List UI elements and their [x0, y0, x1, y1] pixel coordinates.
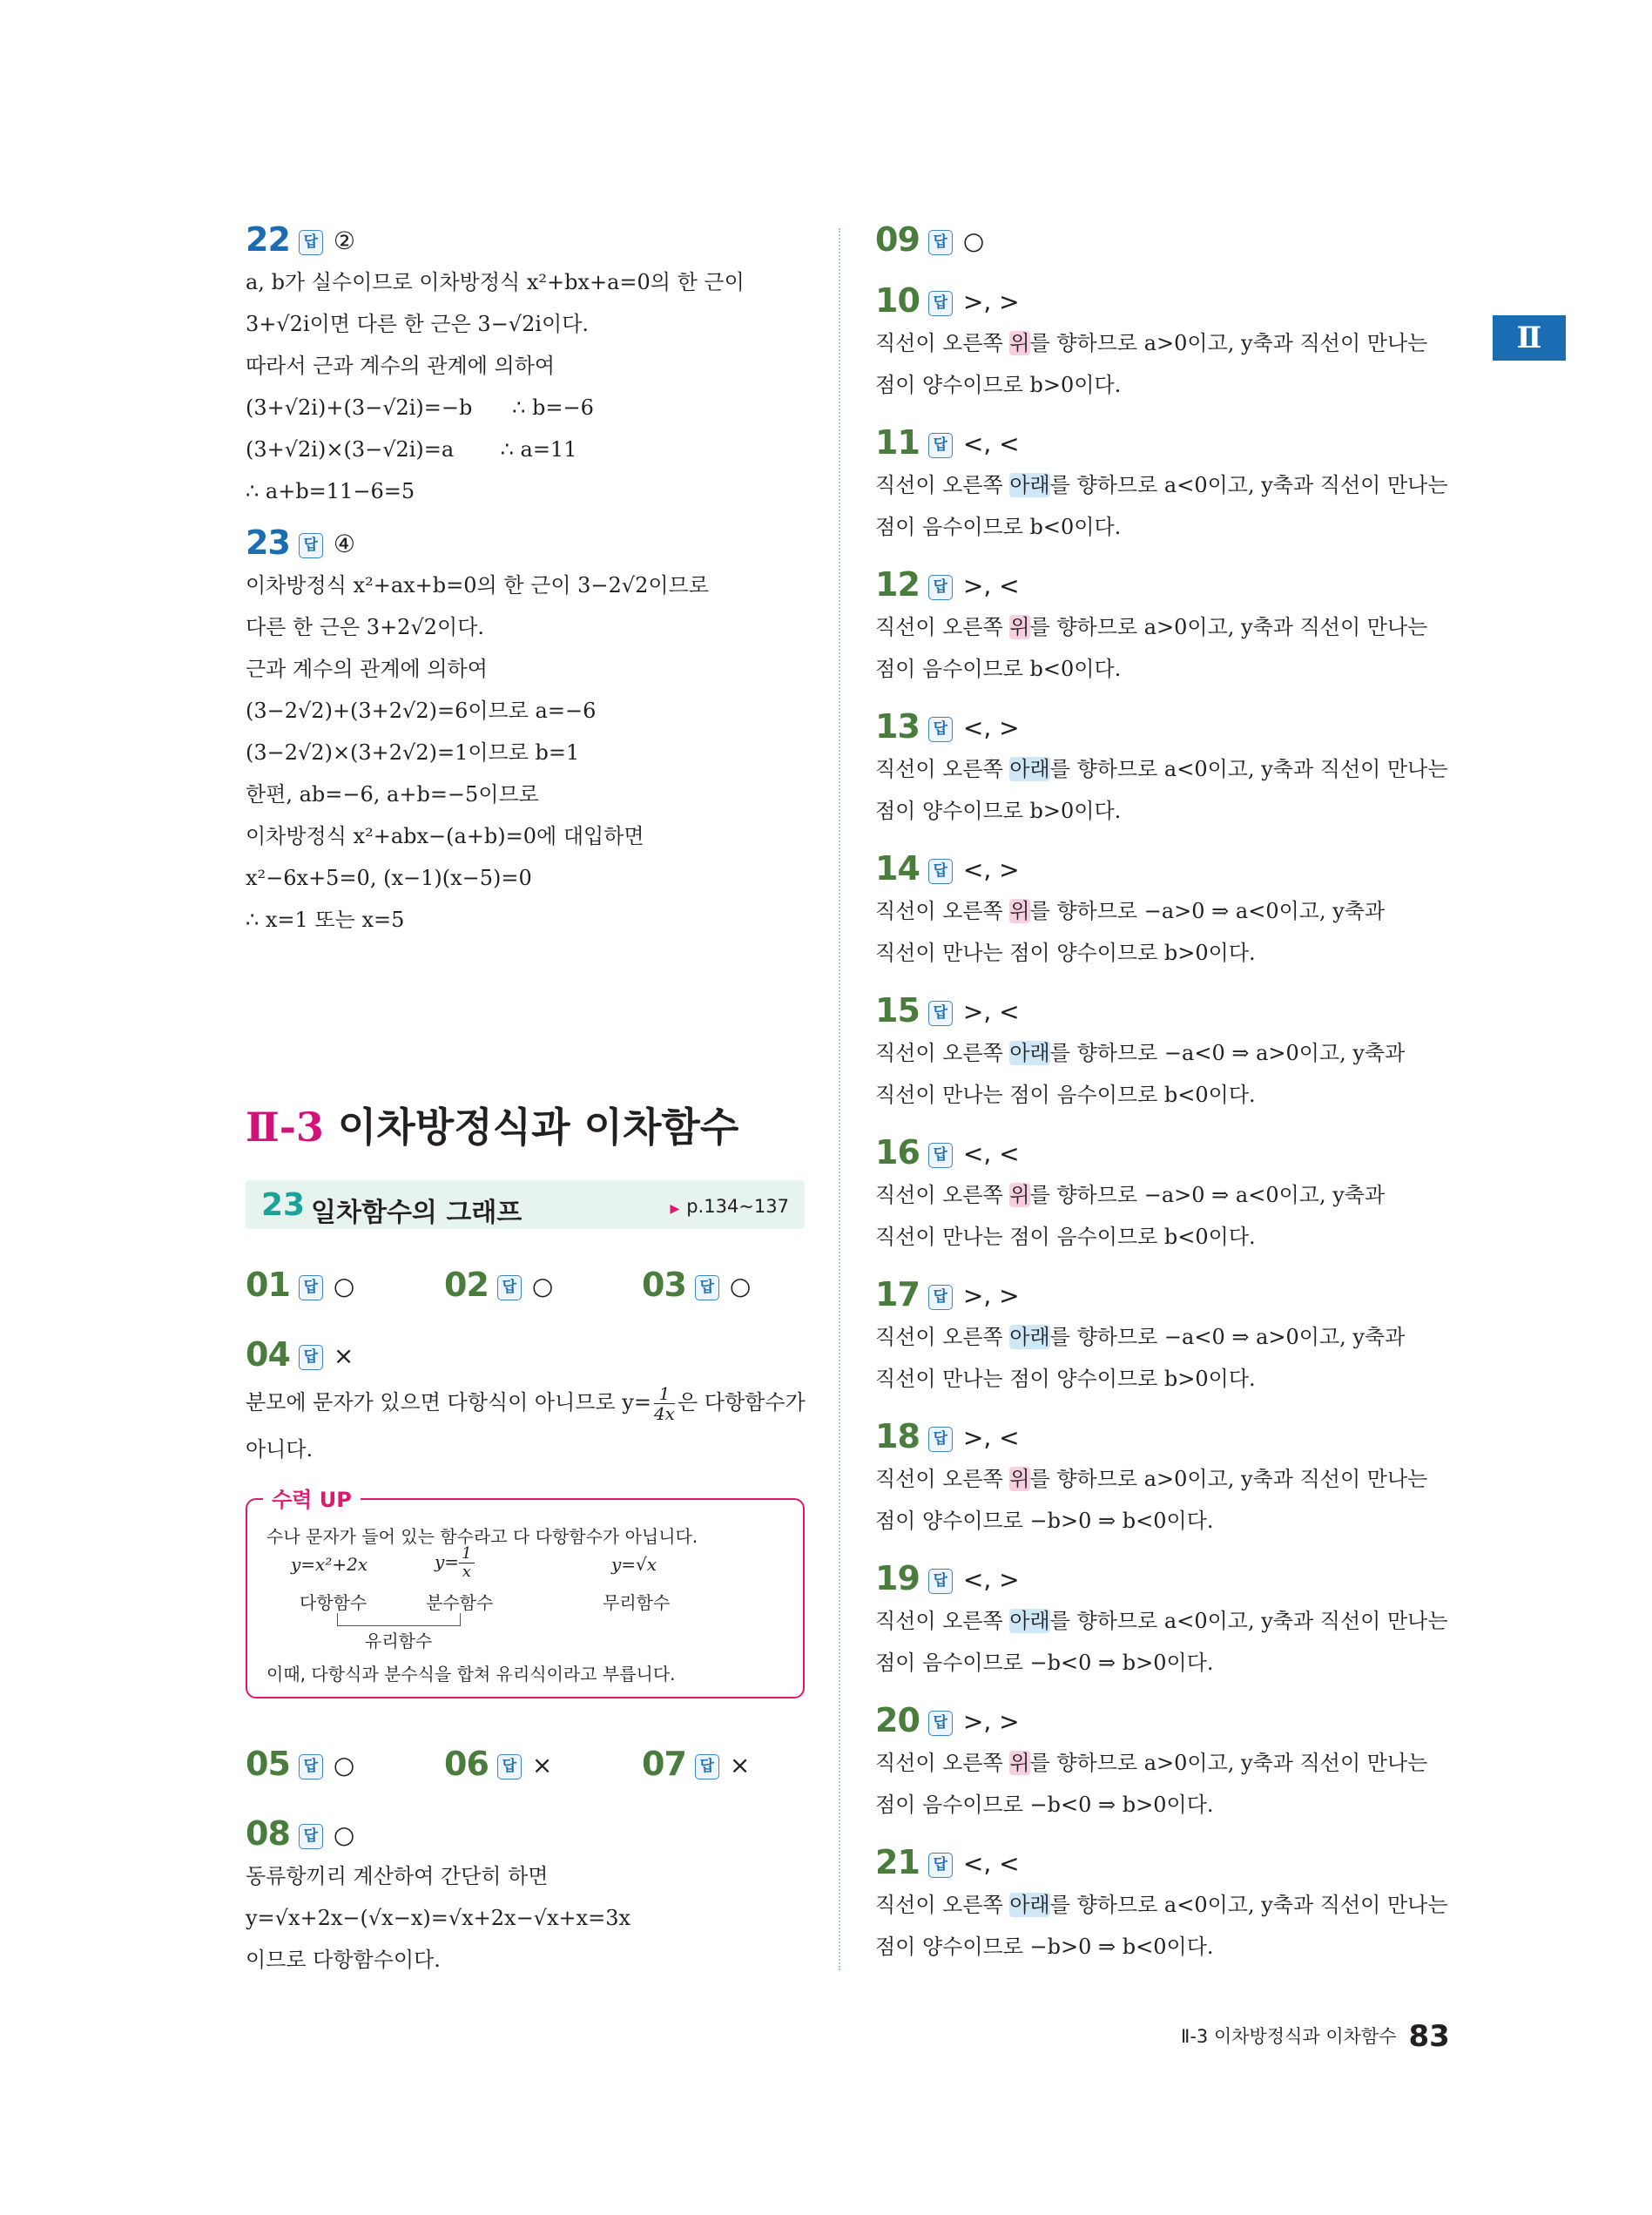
formula-fraction — [435, 1545, 475, 1581]
solution-line: (3+√2i)×(3−√2i)=a ∴ a=11 — [246, 437, 577, 462]
problem-number: 23 — [246, 523, 290, 562]
answer-value: <, < — [962, 1849, 1020, 1878]
problem-number: 07 — [642, 1745, 686, 1783]
problem-04 — [246, 1333, 807, 1470]
chapter-tab: Ⅱ — [1493, 315, 1566, 361]
problem-12 — [875, 563, 1441, 705]
answer-badge: 답 — [299, 1824, 323, 1849]
text-segment: 직선이 오른쪽 — [875, 1893, 1010, 1917]
answer-badge: 답 — [497, 1275, 522, 1300]
group-bracket — [337, 1613, 461, 1626]
solution-line — [246, 1376, 807, 1428]
answer-value: ○ — [333, 1820, 355, 1849]
problem-08 — [246, 1812, 807, 1981]
problem-number: 04 — [246, 1335, 290, 1374]
text-segment: 직선이 오른쪽 — [875, 1325, 1010, 1349]
answer-value: ○ — [962, 226, 985, 255]
problem-header — [875, 989, 1441, 1032]
fraction-numerator: 1 — [654, 1384, 675, 1404]
answer-value: ○ — [333, 1751, 355, 1779]
direction-highlight: 아래 — [1009, 1893, 1050, 1917]
problem-header — [875, 421, 1441, 464]
section-roman: Ⅱ — [246, 1104, 280, 1151]
problem-number: 11 — [875, 423, 920, 462]
solution-line: x²−6x+5=0, (x−1)(x−5)=0 — [246, 866, 532, 890]
answer-badge: 답 — [695, 1275, 719, 1300]
solution-line: (3+√2i)+(3−√2i)=−b ∴ b=−6 — [246, 395, 594, 420]
page-number: 83 — [1408, 2019, 1450, 2054]
answer-value: × — [333, 1341, 354, 1370]
solution-line: 점이 음수이므로 −b<0 ⇒ b>0이다. — [875, 1793, 1214, 1817]
solution-line: 점이 양수이므로 b>0이다. — [875, 373, 1122, 397]
problem-header — [246, 1812, 807, 1855]
formula-prefix: y= — [435, 1551, 460, 1572]
text-segment: 를 향하므로 −a<0 ⇒ a>0이고, y축과 — [1049, 1325, 1406, 1349]
text-segment: 를 향하므로 a<0이고, y축과 직선이 만나는 — [1049, 1609, 1448, 1633]
problem-11 — [875, 421, 1448, 563]
problem-16 — [875, 1131, 1441, 1273]
problem-header — [875, 847, 1441, 890]
answer-badge: 답 — [299, 1345, 323, 1370]
solution-line — [875, 322, 1441, 364]
right-column — [875, 218, 1448, 1982]
problem-number: 05 — [246, 1745, 290, 1783]
problem-header — [246, 521, 807, 564]
text-segment: 분모에 문자가 있으면 다항식이 아니므로 y= — [246, 1390, 651, 1415]
answer-value: >, > — [962, 1707, 1020, 1736]
answer-value: ○ — [333, 1272, 355, 1300]
problem-header — [875, 705, 1441, 748]
problem-number: 14 — [875, 849, 920, 888]
problem-01 — [246, 1263, 354, 1307]
tip-label: 수력 UP — [263, 1482, 361, 1513]
answer-value: >, < — [962, 1423, 1020, 1452]
solution-line: 이차방정식 x²+ax+b=0의 한 근이 3−2√2이므로 — [246, 573, 709, 598]
formula-polynomial: y=x²+2x — [291, 1554, 368, 1575]
text-segment: 를 향하므로 −a<0 ⇒ a>0이고, y축과 — [1049, 1041, 1406, 1065]
solution-line — [875, 606, 1441, 648]
text-segment: 를 향하므로 a>0이고, y축과 직선이 만나는 — [1029, 615, 1428, 639]
problem-03 — [642, 1263, 751, 1307]
text-segment: 를 향하므로 a<0이고, y축과 직선이 만나는 — [1049, 473, 1448, 497]
direction-highlight: 위 — [1009, 1183, 1030, 1207]
answer-badge: 답 — [928, 1569, 953, 1594]
fraction-numerator: 1 — [459, 1545, 474, 1563]
problem-number: 02 — [444, 1266, 489, 1304]
answer-value: <, > — [962, 713, 1020, 742]
problem-09 — [875, 218, 1441, 261]
left-column — [246, 218, 807, 941]
problem-21 — [875, 1840, 1448, 1982]
solution-line: ∴ a+b=11−6=5 — [246, 479, 415, 503]
fraction — [654, 1384, 675, 1423]
answer-badge: 답 — [695, 1754, 719, 1779]
problem-number: 10 — [875, 281, 920, 320]
solution-line: 점이 음수이므로 b<0이다. — [875, 657, 1122, 681]
answer-row-1 — [246, 1263, 807, 1307]
problem-20 — [875, 1698, 1441, 1840]
problem-number: 03 — [642, 1266, 686, 1304]
answer-value: ② — [333, 226, 355, 255]
direction-highlight: 아래 — [1009, 1609, 1050, 1633]
problem-number: 01 — [246, 1266, 290, 1304]
problem-number: 13 — [875, 707, 920, 746]
problem-number: 12 — [875, 565, 920, 604]
problem-header — [875, 1557, 1441, 1600]
problem-17 — [875, 1273, 1441, 1415]
answer-value: <, > — [962, 855, 1020, 884]
solution-line: y=√x+2x−(√x−x)=√x+2x−√x+x=3x — [246, 1906, 631, 1930]
solution-line — [875, 464, 1448, 506]
solution-line: 점이 양수이므로 −b>0 ⇒ b<0이다. — [875, 1935, 1214, 1959]
answer-badge: 답 — [928, 1285, 953, 1310]
solution-line — [875, 1174, 1441, 1216]
solution-line — [875, 1600, 1448, 1642]
problem-13 — [875, 705, 1448, 847]
problem-19 — [875, 1557, 1448, 1698]
text-segment: 를 향하므로 −a>0 ⇒ a<0이고, y축과 — [1029, 1183, 1386, 1207]
topic-page-ref — [670, 1196, 789, 1217]
answer-badge: 답 — [928, 433, 953, 458]
problem-header — [875, 1273, 1441, 1316]
solution-line — [875, 1316, 1441, 1358]
answer-badge: 답 — [299, 1275, 323, 1300]
fraction-denominator: 4x — [653, 1403, 675, 1424]
tip-text: 이때, 다항식과 분수식을 합쳐 유리식이라고 부릅니다. — [266, 1664, 676, 1685]
text-segment: 직선이 오른쪽 — [875, 1751, 1010, 1775]
answer-value: × — [531, 1751, 553, 1779]
formula-radical: y=√x — [611, 1554, 657, 1575]
answer-badge: 답 — [928, 1143, 953, 1168]
answer-value: <, < — [962, 1139, 1020, 1168]
problem-header — [875, 1698, 1441, 1742]
problem-header — [246, 218, 807, 261]
answer-value: >, < — [962, 571, 1020, 600]
solution-line: 한편, ab=−6, a+b=−5이므로 — [246, 782, 539, 807]
problem-05 — [246, 1742, 354, 1786]
solution-line: 3+√2i이면 다른 한 근은 3−√2i이다. — [246, 312, 590, 336]
problem-number: 20 — [875, 1701, 920, 1739]
problem-14 — [875, 847, 1441, 989]
text-segment: 직선이 오른쪽 — [875, 1467, 1010, 1491]
solution-line: 직선이 만나는 점이 음수이므로 b<0이다. — [875, 1225, 1256, 1249]
problem-02 — [444, 1263, 553, 1307]
answer-value: >, > — [962, 287, 1020, 316]
answer-badge: 답 — [928, 291, 953, 316]
text-segment: 를 향하므로 a<0이고, y축과 직선이 만나는 — [1049, 1893, 1448, 1917]
answer-value: ○ — [729, 1272, 752, 1300]
text-segment: 직선이 오른쪽 — [875, 1609, 1010, 1633]
answer-value: >, < — [962, 997, 1020, 1026]
answer-value: <, > — [962, 1565, 1020, 1594]
direction-highlight: 아래 — [1009, 1041, 1050, 1065]
answer-value: × — [729, 1751, 751, 1779]
page-range: p.134~137 — [686, 1196, 789, 1217]
answer-badge: 답 — [299, 1754, 323, 1779]
problem-number: 22 — [246, 220, 290, 259]
text-segment: 를 향하므로 −a>0 ⇒ a<0이고, y축과 — [1029, 899, 1386, 923]
problem-number: 06 — [444, 1745, 489, 1783]
problem-number: 19 — [875, 1559, 920, 1597]
direction-highlight: 위 — [1009, 615, 1030, 639]
solution-line: (3−2√2)+(3+2√2)=6이므로 a=−6 — [246, 699, 597, 723]
answer-badge: 답 — [928, 717, 953, 742]
topic-name: 일차함수의 그래프 — [311, 1198, 523, 1228]
solution-line: ∴ x=1 또는 x=5 — [246, 908, 405, 932]
problem-23 — [246, 521, 807, 941]
solution-line: 점이 양수이므로 b>0이다. — [875, 799, 1122, 823]
answer-badge: 답 — [497, 1754, 522, 1779]
caption-irrational: 무리함수 — [603, 1592, 671, 1613]
answer-badge: 답 — [928, 230, 953, 255]
problem-header — [875, 279, 1441, 322]
problem-header — [246, 1333, 807, 1376]
direction-highlight: 위 — [1009, 899, 1030, 923]
problem-22 — [246, 218, 807, 512]
answer-value: <, < — [962, 429, 1020, 458]
caption-polynomial: 다항함수 — [300, 1592, 367, 1613]
direction-highlight: 위 — [1009, 1467, 1030, 1491]
problem-number: 09 — [875, 220, 920, 259]
section-title — [246, 1096, 738, 1153]
answer-badge: 답 — [928, 1427, 953, 1452]
text-segment: 를 향하므로 a<0이고, y축과 직선이 만나는 — [1049, 757, 1448, 781]
footer-section: Ⅱ-3 이차방정식과 이차함수 — [1181, 2026, 1397, 2047]
caption-fractional: 분수함수 — [426, 1592, 494, 1613]
right-problem-list — [875, 279, 1448, 1982]
solution-line — [875, 1884, 1448, 1926]
text-segment: 를 향하므로 a>0이고, y축과 직선이 만나는 — [1029, 1751, 1428, 1775]
answer-value: ○ — [531, 1272, 554, 1300]
problem-07 — [642, 1742, 750, 1786]
text-segment: 직선이 오른쪽 — [875, 331, 1010, 355]
solution-line — [875, 1032, 1441, 1074]
solution-line: (3−2√2)×(3+2√2)=1이므로 b=1 — [246, 740, 580, 765]
problem-number: 15 — [875, 991, 920, 1030]
page-footer — [1181, 2019, 1450, 2054]
problem-number: 21 — [875, 1843, 920, 1881]
solution-line — [875, 1458, 1441, 1500]
text-segment: 직선이 오른쪽 — [875, 757, 1010, 781]
direction-highlight: 아래 — [1009, 757, 1050, 781]
text-segment: 은 다항함수가 — [677, 1390, 806, 1415]
solution-line: 따라서 근과 계수의 관계에 의하여 — [246, 354, 556, 378]
topic-number: 23 — [261, 1187, 306, 1223]
direction-highlight: 위 — [1009, 1751, 1030, 1775]
problem-10 — [875, 279, 1441, 421]
tip-box — [246, 1488, 805, 1698]
problem-18 — [875, 1415, 1441, 1557]
answer-value: >, > — [962, 1281, 1020, 1310]
text-segment: 직선이 오른쪽 — [875, 473, 1010, 497]
column-divider — [839, 228, 840, 1970]
solution-line: 아니다. — [246, 1437, 314, 1462]
text-segment: 직선이 오른쪽 — [875, 615, 1010, 639]
problem-number: 08 — [246, 1814, 290, 1853]
solution-line — [875, 748, 1448, 790]
problem-header — [875, 1131, 1441, 1174]
problem-header — [875, 563, 1441, 606]
solution-line: 다른 한 근은 3+2√2이다. — [246, 615, 485, 639]
text-segment: 직선이 오른쪽 — [875, 1183, 1010, 1207]
caption-rational: 유리함수 — [365, 1631, 433, 1651]
section-name: 이차방정식과 이차함수 — [337, 1104, 739, 1151]
text-segment: 직선이 오른쪽 — [875, 899, 1010, 923]
fraction — [459, 1545, 474, 1581]
solution-line: 점이 음수이므로 b<0이다. — [875, 515, 1122, 539]
text-segment: 를 향하므로 a>0이고, y축과 직선이 만나는 — [1029, 331, 1428, 355]
solution-line: 직선이 만나는 점이 양수이므로 b>0이다. — [875, 1367, 1256, 1391]
solution-line: 동류항끼리 계산하여 간단히 하면 — [246, 1864, 549, 1888]
text-segment: 직선이 오른쪽 — [875, 1041, 1010, 1065]
section-number: -3 — [279, 1104, 324, 1151]
direction-highlight: 위 — [1009, 331, 1030, 355]
problem-number: 18 — [875, 1417, 920, 1455]
solution-line: 점이 양수이므로 −b>0 ⇒ b<0이다. — [875, 1509, 1214, 1533]
solution-line: 직선이 만나는 점이 양수이므로 b>0이다. — [875, 941, 1256, 965]
problem-15 — [875, 989, 1441, 1131]
triangle-icon: ▶ — [670, 1202, 680, 1216]
text-segment: 를 향하므로 a>0이고, y축과 직선이 만나는 — [1029, 1467, 1428, 1491]
problem-number: 17 — [875, 1275, 920, 1313]
answer-badge: 답 — [299, 230, 323, 255]
answer-badge: 답 — [928, 575, 953, 600]
solution-line: 이므로 다항함수이다. — [246, 1948, 441, 1972]
problem-06 — [444, 1742, 552, 1786]
solution-line: 이차방정식 x²+abx−(a+b)=0에 대입하면 — [246, 824, 644, 848]
solution-line: 직선이 만나는 점이 음수이므로 b<0이다. — [875, 1083, 1256, 1107]
answer-value: ④ — [333, 530, 355, 558]
direction-highlight: 아래 — [1009, 473, 1050, 497]
solution-line: 근과 계수의 관계에 의하여 — [246, 657, 488, 681]
answer-badge: 답 — [928, 859, 953, 884]
solution-line: a, b가 실수이므로 이차방정식 x²+bx+a=0의 한 근이 — [246, 270, 745, 294]
solution-line — [875, 890, 1441, 932]
answer-badge: 답 — [928, 1001, 953, 1026]
tip-text: 수나 문자가 들어 있는 함수라고 다 다항함수가 아닙니다. — [266, 1526, 698, 1547]
answer-badge: 답 — [928, 1853, 953, 1878]
problem-header — [875, 1840, 1441, 1884]
problem-header — [875, 1415, 1441, 1458]
direction-highlight: 아래 — [1009, 1325, 1050, 1349]
fraction-denominator: x — [462, 1563, 471, 1581]
answer-badge: 답 — [299, 533, 323, 558]
problem-number: 16 — [875, 1133, 920, 1172]
solution-line — [875, 1742, 1441, 1784]
answer-row-2 — [246, 1742, 807, 1786]
solution-line: 점이 음수이므로 −b<0 ⇒ b>0이다. — [875, 1651, 1214, 1675]
answer-badge: 답 — [928, 1711, 953, 1736]
topic-bar — [246, 1180, 805, 1229]
